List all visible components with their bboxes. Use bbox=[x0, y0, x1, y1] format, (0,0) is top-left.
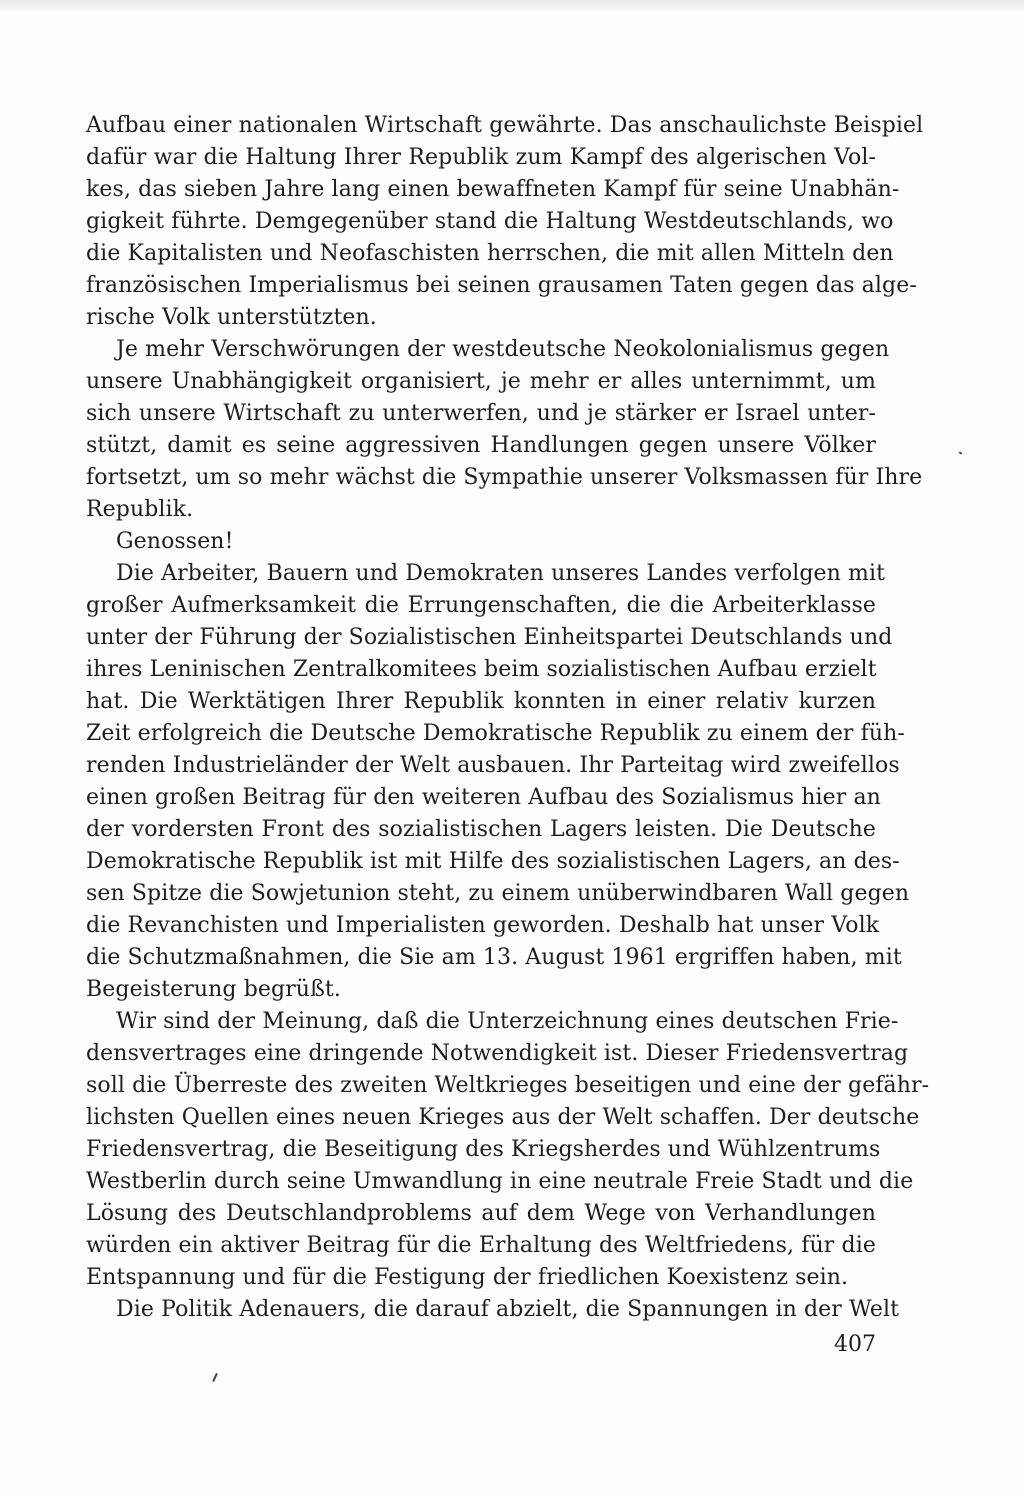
text-line: Republik. bbox=[86, 497, 194, 522]
text-line: Aufbau einer nationalen Wirtschaft gewährte. Das anschaulichste Beispiel bbox=[86, 113, 924, 138]
text-line: Lösung des Deutschlandproblems auf dem Wege von Verhandlungen bbox=[86, 1201, 876, 1226]
body-text bbox=[86, 110, 930, 1326]
text-line: Entspannung und für die Festigung der friedlichen Koexistenz sein. bbox=[86, 1265, 849, 1290]
text-line: sen Spitze die Sowjetunion steht, zu einem unüberwindbaren Wall gegen bbox=[86, 881, 910, 906]
text-line: Westberlin durch seine Umwandlung in eine neutrale Freie Stadt und die bbox=[86, 1169, 914, 1194]
text-line: sich unsere Wirtschaft zu unterwerfen, und je stärker er Israel unter- bbox=[86, 401, 876, 426]
text-line: stützt, damit es seine aggressiven Handlungen gegen unsere Völker bbox=[86, 433, 876, 458]
text-line: Zeit erfolgreich die Deutsche Demokratische Republik zu einem der füh- bbox=[86, 721, 905, 746]
text-line: kes, das sieben Jahre lang einen bewaffneten Kampf für seine Unabhän- bbox=[86, 177, 900, 202]
text-line: densvertrages eine dringende Notwendigkeit ist. Dieser Friedensvertrag bbox=[86, 1041, 909, 1066]
text-line: soll die Überreste des zweiten Weltkrieges beseitigen und eine der gefähr- bbox=[86, 1073, 930, 1098]
text-line: Genossen! bbox=[116, 529, 234, 554]
text-line: Die Arbeiter, Bauern und Demokraten unseres Landes verfolgen mit bbox=[116, 561, 886, 586]
text-line: unter der Führung der Sozialistischen Einheitspartei Deutschlands und bbox=[86, 625, 893, 650]
text-line: großer Aufmerksamkeit die Errungenschaften, die die Arbeiterklasse bbox=[86, 593, 876, 618]
text-line: Demokratische Republik ist mit Hilfe des sozialistischen Lagers, an des- bbox=[86, 849, 900, 874]
text-line: renden Industrieländer der Welt ausbauen. Ihr Parteitag wird zweifellos bbox=[86, 753, 900, 778]
text-line: rische Volk unterstützten. bbox=[86, 305, 377, 330]
text-line: Begeisterung begrüßt. bbox=[86, 977, 341, 1002]
text-line: Je mehr Verschwörungen der westdeutsche Neokolonialismus gegen bbox=[116, 337, 890, 362]
text-line: der vordersten Front des sozialistischen Lagers leisten. Die Deutsche bbox=[86, 817, 876, 842]
text-line: fortsetzt, um so mehr wächst die Sympathie unserer Volksmassen für Ihre bbox=[86, 465, 923, 490]
text-line: ihres Leninischen Zentralkomitees beim sozialistischen Aufbau erzielt bbox=[86, 657, 877, 682]
text-line: die Schutzmaßnahmen, die Sie am 13. August 1961 ergriffen haben, mit bbox=[86, 945, 902, 970]
text-line: die Kapitalisten und Neofaschisten herrschen, die mit allen Mitteln den bbox=[86, 241, 894, 266]
text-line: Friedensvertrag, die Beseitigung des Kriegsherdes und Wühlzentrums bbox=[86, 1137, 881, 1162]
text-line: lichsten Quellen eines neuen Krieges aus der Welt schaffen. Der deutsche bbox=[86, 1105, 920, 1130]
text-line: dafür war die Haltung Ihrer Republik zum Kampf des algerischen Vol- bbox=[86, 145, 876, 170]
text-line: unsere Unabhängigkeit organisiert, je mehr er alles unternimmt, um bbox=[86, 369, 876, 394]
text-line: französischen Imperialismus bei seinen grausamen Taten gegen das alge- bbox=[86, 273, 917, 298]
pencil-mark bbox=[212, 1373, 218, 1382]
text-line: einen großen Beitrag für den weiteren Aufbau des Sozialismus hier an bbox=[86, 785, 881, 810]
text-line: gigkeit führte. Demgegenüber stand die Haltung Westdeutschlands, wo bbox=[86, 209, 894, 234]
text-line: die Revanchisten und Imperialisten geworden. Deshalb hat unser Volk bbox=[86, 913, 880, 938]
text-line: würden ein aktiver Beitrag für die Erhaltung des Weltfriedens, für die bbox=[86, 1233, 876, 1258]
text-line: hat. Die Werktätigen Ihrer Republik konnten in einer relativ kurzen bbox=[86, 689, 876, 714]
text-line: Die Politik Adenauers, die darauf abzielt, die Spannungen in der Welt bbox=[116, 1297, 900, 1322]
scan-speck bbox=[959, 451, 963, 454]
page-number: 407 bbox=[834, 1332, 876, 1357]
text-line: Wir sind der Meinung, daß die Unterzeichnung eines deutschen Frie- bbox=[116, 1009, 899, 1034]
scan-edge bbox=[0, 0, 1024, 14]
